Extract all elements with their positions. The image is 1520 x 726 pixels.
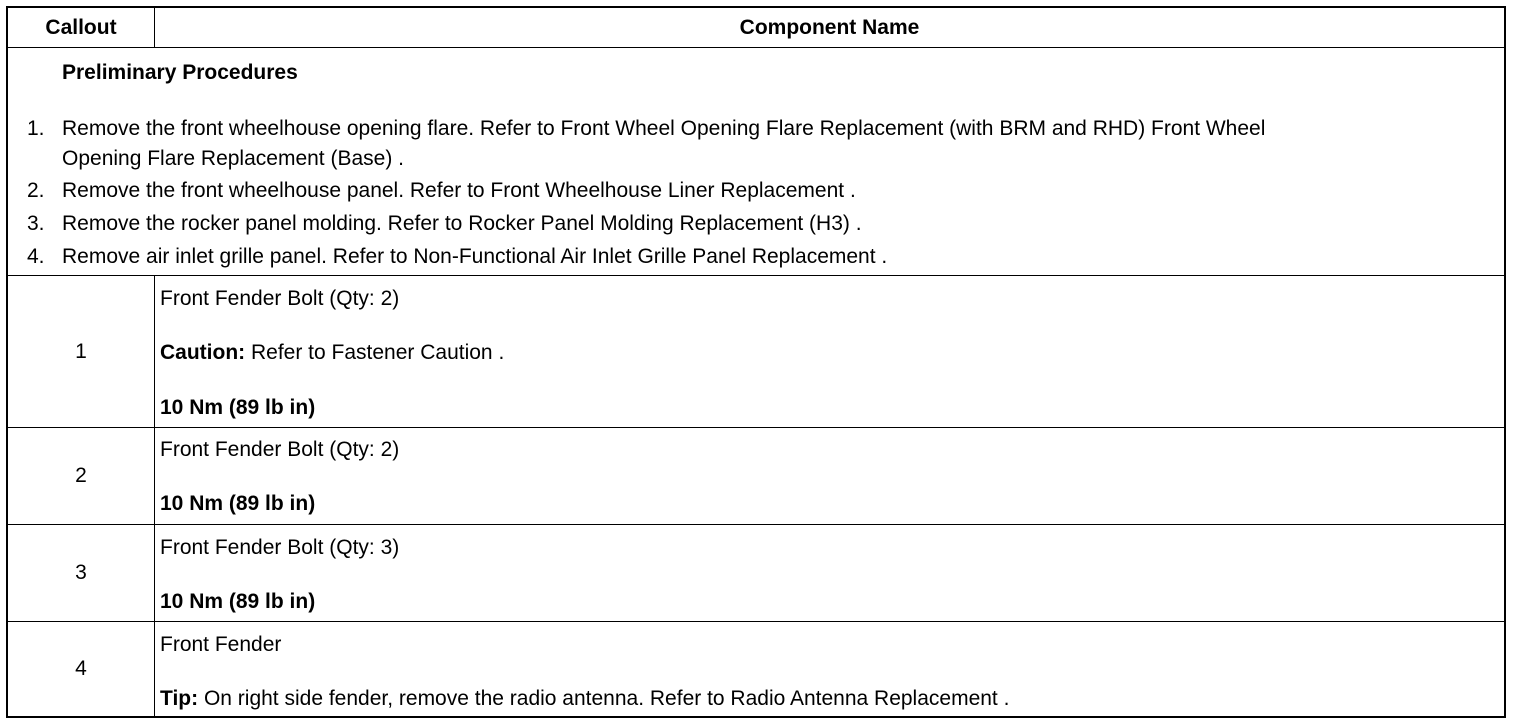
table-row: [8, 622, 1504, 716]
tip-note: [160, 687, 1009, 711]
component-name: Front Fender Bolt (Qty: 3): [160, 536, 400, 559]
caution-text: Refer to Fastener Caution .: [245, 341, 505, 364]
table-header-row: [8, 8, 1504, 48]
tip-text: On right side fender, remove the radio antenna. Refer to Radio Antenna Replacement .: [198, 687, 1010, 710]
preliminary-title: Preliminary Procedures: [62, 61, 298, 84]
header-component-name: Component Name: [739, 15, 920, 39]
step-number: 4.: [27, 245, 45, 268]
callout-number: 3: [8, 525, 155, 621]
torque-spec: 10 Nm (89 lb in): [160, 590, 316, 613]
step-text: Remove the front wheelhouse panel. Refer to Front Wheelhouse Liner Replacement .: [62, 179, 856, 202]
procedure-table: [6, 6, 1506, 718]
callout-number: 4: [8, 622, 155, 716]
step-number: 3.: [27, 212, 45, 235]
component-cell: [155, 622, 1504, 716]
table-row: [8, 525, 1504, 622]
callout-number: 1: [8, 276, 155, 427]
step-text: Remove the rocker panel molding. Refer to Rocker Panel Molding Replacement (H3) .: [62, 212, 862, 235]
component-name: Front Fender Bolt (Qty: 2): [160, 287, 400, 310]
step-text-continued: Opening Flare Replacement (Base) .: [62, 147, 404, 170]
component-cell: [155, 276, 1504, 427]
table-row: [8, 428, 1504, 525]
caution-note: [160, 341, 504, 365]
table-row: [8, 276, 1504, 428]
component-name: Front Fender: [160, 633, 282, 656]
component-cell: [155, 525, 1504, 621]
component-name: Front Fender Bolt (Qty: 2): [160, 438, 400, 461]
callout-number: 2: [8, 428, 155, 524]
step-number: 1.: [27, 117, 45, 140]
step-text: Remove the front wheelhouse opening flare. Refer to Front Wheel Opening Flare Replacement (with BRM and RHD) Front Wheel: [62, 117, 1266, 140]
torque-spec: 10 Nm (89 lb in): [160, 492, 316, 515]
step-number: 2.: [27, 179, 45, 202]
caution-label: Caution:: [160, 341, 246, 364]
header-callout: Callout: [8, 8, 155, 47]
tip-label: Tip:: [160, 687, 199, 710]
step-text: Remove air inlet grille panel. Refer to Non-Functional Air Inlet Grille Panel Replacement .: [62, 245, 888, 268]
torque-spec: 10 Nm (89 lb in): [160, 396, 316, 419]
component-cell: [155, 428, 1504, 524]
preliminary-procedures-row: [8, 48, 1504, 276]
